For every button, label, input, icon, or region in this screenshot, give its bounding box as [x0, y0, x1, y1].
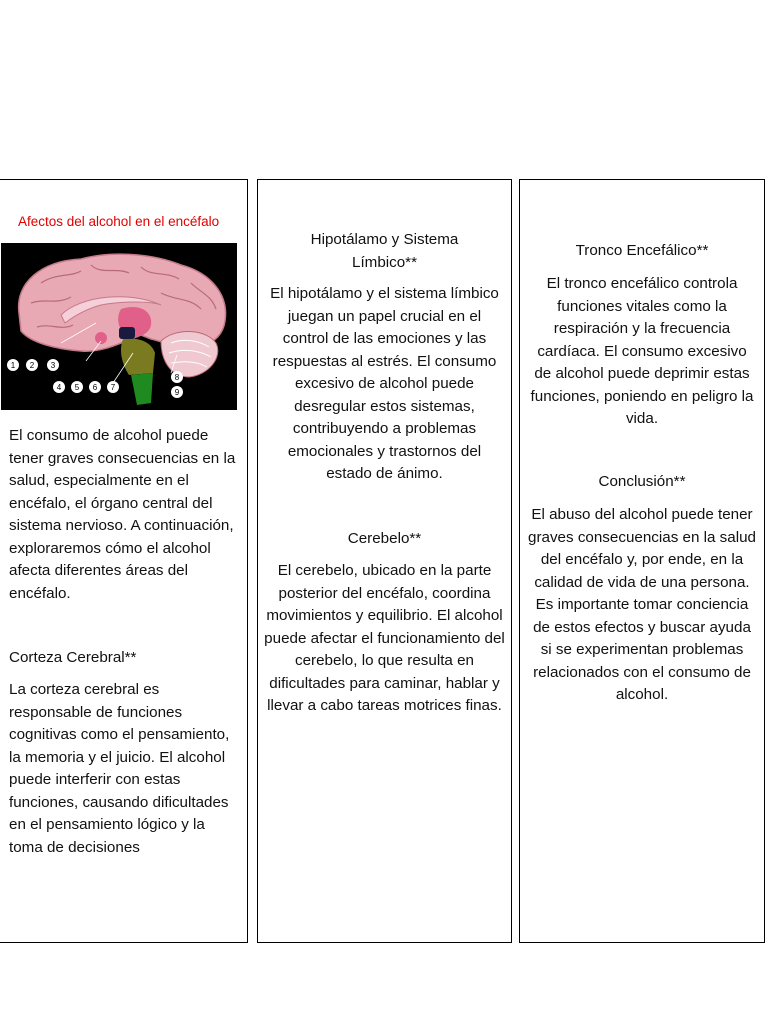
marker-9: 9 — [174, 388, 180, 397]
panel-left — [0, 179, 248, 943]
marker-5: 5 — [74, 383, 80, 392]
hypothalamus — [95, 332, 107, 344]
cerebellum — [161, 331, 218, 377]
text-tronco: El tronco encefálico controla funciones vitales como la respiración y la frecuencia cardíaca. El consumo excesivo de alcohol puede deprimir estas funciones, poniendo en peligro la vida. — [530, 275, 754, 427]
brain-diagram — [1, 243, 237, 410]
marker-8: 8 — [174, 373, 180, 382]
heading-corteza: Corteza Cerebral** — [9, 649, 137, 666]
heading-tronco: Tronco Encefálico** — [575, 242, 709, 259]
marker-6: 6 — [92, 383, 98, 392]
text-conclusion: El abuso del alcohol puede tener graves consecuencias en la salud del encéfalo y, por ende, en la calidad de vida de una persona. Es importante tomar conciencia de estos efectos y buscar ayuda si se experimentan problemas relacionados con el consumo de alcohol. — [528, 506, 756, 703]
marker-7: 7 — [110, 383, 116, 392]
intro-paragraph: El consumo de alcohol puede tener graves consecuencias en la salud, especialmente en el encéfalo, el órgano central del sistema nervioso. A continuación, exploraremos cómo el alcohol afecta diferentes áreas del encéfalo. — [9, 427, 236, 602]
markers — [7, 359, 183, 398]
medulla — [131, 373, 153, 405]
brainstem — [121, 339, 155, 375]
heading-conclusion: Conclusión** — [598, 473, 686, 490]
marker-1: 1 — [10, 361, 16, 370]
panel-middle — [257, 179, 512, 943]
thalamus — [119, 327, 135, 339]
text-corteza: La corteza cerebral es responsable de funciones cognitivas como el pensamiento, la memoria y el juicio. El alcohol puede interferir con estas funciones, causando dificultades en el pensamiento lógico y la toma de decisiones — [9, 681, 230, 856]
marker-4: 4 — [56, 383, 62, 392]
heading-hipotalamo: Hipotálamo y Sistema Límbico** — [310, 231, 459, 271]
brain-illustration — [1, 243, 237, 410]
heading-cerebelo: Cerebelo** — [347, 530, 422, 547]
text-cerebelo: El cerebelo, ubicado en la parte posterior del encéfalo, coordina movimientos y equilibrio. El alcohol puede afectar el funcionamiento del cerebelo, lo que resulta en dificultades para caminar, hablar y llevar a cabo tareas motrices finas. — [264, 562, 505, 714]
marker-3: 3 — [50, 361, 56, 370]
text-hipotalamo: El hipotálamo y el sistema límbico juegan un papel crucial en el control de las emociones y las respuestas al estrés. El consumo excesivo de alcohol puede desregular estos sistemas, contribuyendo a problemas emocionales y trastornos del estado de ánimo. — [270, 285, 499, 482]
marker-2: 2 — [29, 361, 35, 370]
panel-right — [519, 179, 765, 943]
brochure-title: Afectos del alcohol en el encéfalo — [18, 214, 220, 229]
